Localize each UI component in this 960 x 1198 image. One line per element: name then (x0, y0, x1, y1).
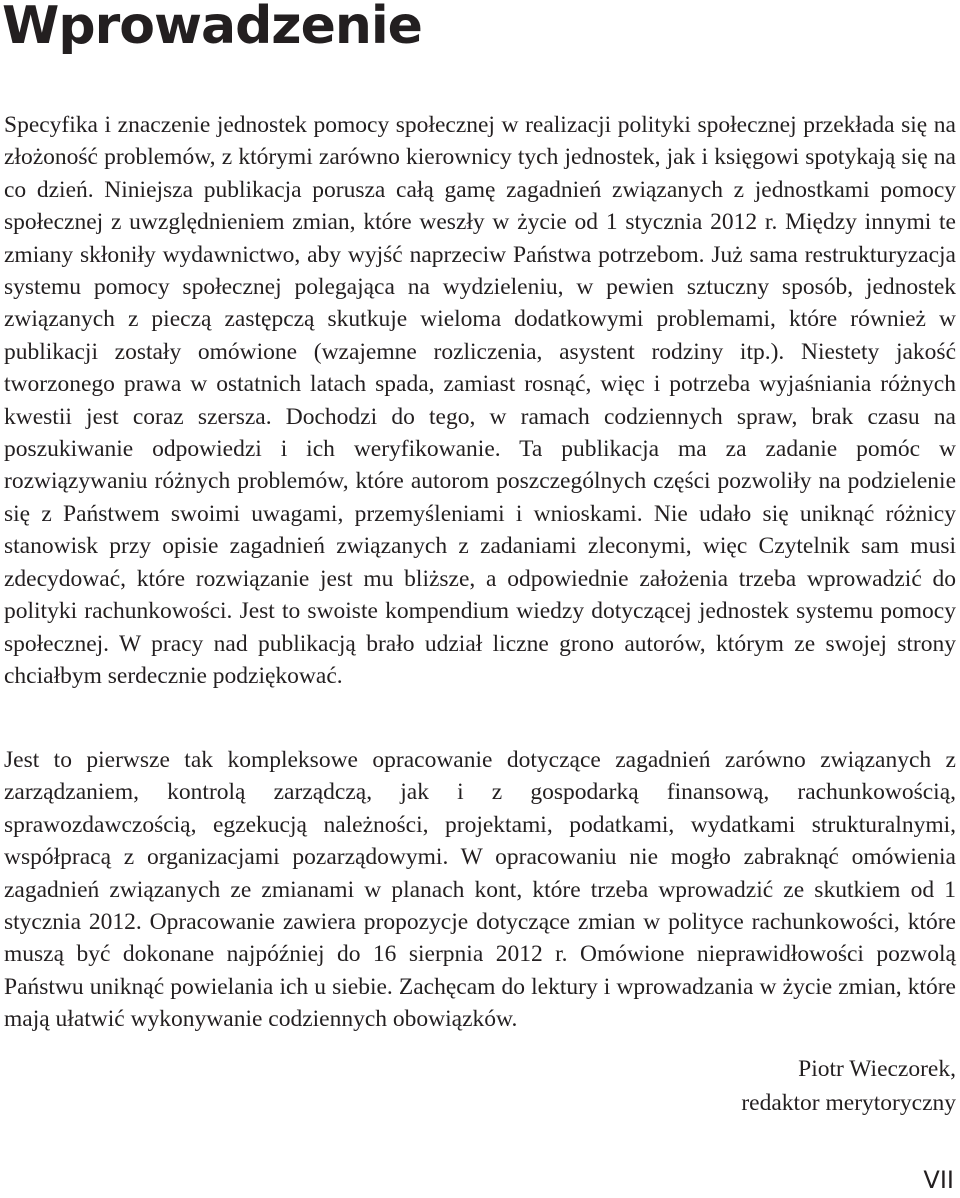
signature-role: redaktor merytoryczny (741, 1090, 956, 1116)
page-title: Wprowadzenie (2, 0, 422, 56)
page-number: VII (923, 1166, 954, 1194)
paragraph-1: Specyfika i znaczenie jednostek pomocy społecznej w realizacji polityki społecznej przekłada się na złożoność problemów, z którymi zarówno kierownicy tych jednostek, jak i księgowi spotykają się na co dzień. Niniejsza publikacja porusza całą gamę zagadnień związanych z jednostkami pomocy społecznej z uwzględnieniem zmian, które weszły w życie od 1 stycznia 2012 r. Między innymi te zmiany skłoniły wydawnictwo, aby wyjść naprzeciw Państwa potrzebom. Już sama restrukturyzacja systemu pomocy społecznej polegająca na wydzieleniu, w pewien sztuczny sposób, jednostek związanych z pieczą zastępczą skutkuje wieloma dodatkowymi problemami, które również w publikacji zostały omówione (wzajemne rozliczenia, asystent rodziny itp.). Niestety jakość tworzonego prawa w ostatnich latach spada, zamiast rosnąć, więc i potrzeba wyjaśniania różnych kwestii jest coraz szersza. Dochodzi do tego, w ramach codziennych spraw, brak czasu na poszukiwanie odpowiedzi i ich weryfikowanie. Ta publikacja ma za zadanie pomóc w rozwiązywaniu różnych problemów, które autorom poszczególnych części pozwoliły na podzielenie się z Państwem swoimi uwagami, przemyśleniami i wnioskami. Nie udało się uniknąć różnicy stanowisk przy opisie zagadnień związanych z zadaniami zleconymi, więc Czytelnik sam musi zdecydować, które rozwiązanie jest mu bliższe, a odpowiednie założenia trzeba wprowadzić do polityki rachunkowości. Jest to swoiste kompendium wiedzy dotyczącej jednostek systemu pomocy społecznej. W pracy nad publikacją brało udział liczne grono autorów, którym ze swojej strony chciałbym serdecznie podziękować. (4, 112, 956, 689)
signature-block (556, 1052, 956, 1120)
paragraph-2: Jest to pierwsze tak kompleksowe opracowanie dotyczące zagadnień zarówno związanych z zarządzaniem, kontrolą zarządczą, jak i z gospodarką finansową, rachunkowością, sprawozdawczością, egzekucją należności, projektami, podatkami, wydatkami strukturalnymi, współpracą z organizacjami pozarządowymi. W opracowaniu nie mogło zabraknąć omówienia zagadnień związanych ze zmianami w planach kont, które trzeba wprowadzić ze skutkiem od 1 stycznia 2012. Opracowanie zawiera propozycje dotyczące zmian w polityce rachunkowości, które muszą być dokonane najpóźniej do 16 sierpnia 2012 r. Omówione nieprawidłowości pozwolą Państwu uniknąć powielania ich u siebie. Zachęcam do lektury i wprowadzania w życie zmian, które mają ułatwić wykonywanie codziennych obowiązków. (4, 747, 956, 1033)
signature-name: Piotr Wieczorek, (798, 1056, 956, 1082)
